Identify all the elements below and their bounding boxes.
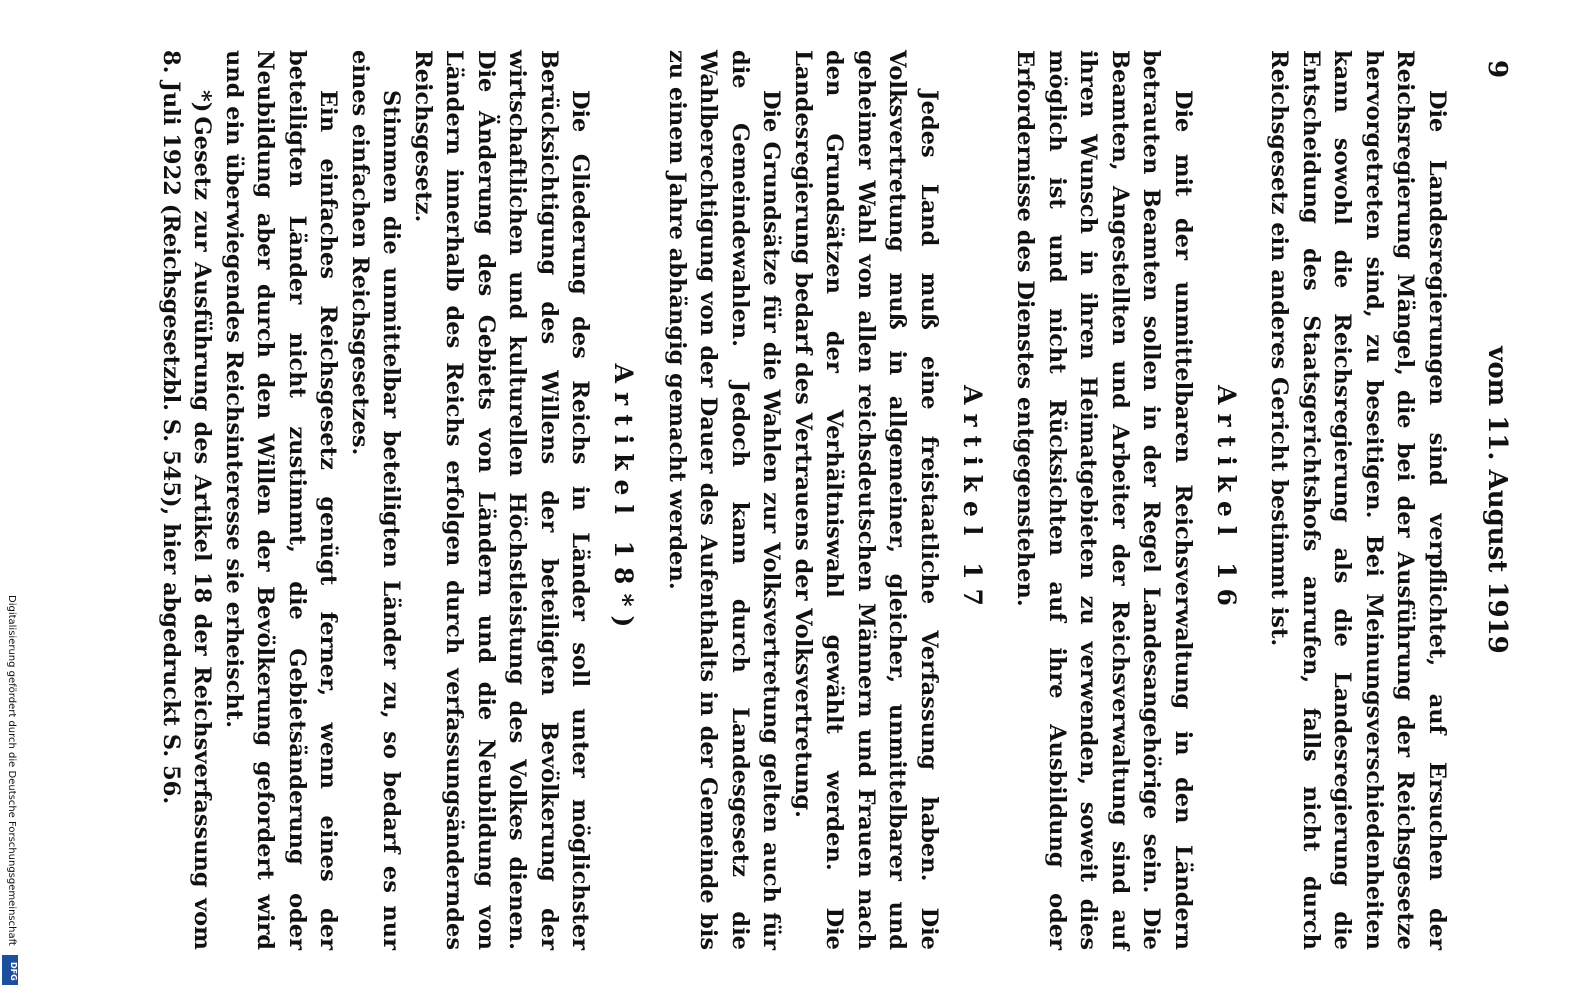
article-17-paragraph-1: Jedes Land muß eine freistaatliche Verfassung haben. Die Volksvertretung muß in allgemeiner, gleicher, unmittelbarer und geheimer Wahl von allen reichsdeutschen Männern und Frauen nach den Grundsätzen der Verhältniswahl gewählt werden. Die Landesregierung bedarf des Vertrauens der Volksvertretung. [790, 50, 942, 950]
article-18-paragraph-2: Stimmen die unmittelbar beteiligten Länder zu, so bedarf es nur eines einfachen Reichsgesetzes. [347, 50, 405, 950]
article-16-heading: Artikel 16 [1212, 385, 1241, 615]
article-18-paragraph-1: Die Gliederung des Reichs in Länder soll unter möglichster Berücksichtigung des Willens der beteiligten Bevölkerung der wirtschaftlichen und kulturellen Höchstleistung des Volkes dienen. Die Änderung des Gebiets von Ländern und die Neubildung von Ländern innerhalb des Reichs erfolgen durch verfassungsänderndes Reichsgesetz. [410, 50, 594, 950]
paragraph-art15-end: Die Landesregierungen sind verpflichtet, auf Ersuchen der Reichsregierung Mängel, die bei der Ausführung der Reichsgesetze hervorgetreten sind, zu beseitigen. Bei Meinungsverschiedenheiten kann sowohl die Reichsregierung als die Landesregierung die Entscheidung des Staatsgerichtshofs anrufen, falls nicht durch Reichsgesetz ein anderes Gericht bestimmt ist. [1266, 50, 1450, 950]
article-17-paragraph-2: Die Grundsätze für die Wahlen zur Volksvertretung gelten auch für die Gemeindewahlen. Jedoch kann durch Landesgesetz die Wahlberechtigung von der Dauer des Aufenthalts in der Gemeinde bis zu einem Jahre abhängig gemacht werden. [664, 50, 785, 950]
page-content [155, 50, 1513, 950]
page-number: 9 [1482, 60, 1512, 79]
article-18-heading: Artikel 18*) [609, 363, 639, 637]
digitization-credit-text: Digitalisierung gefördert durch die Deutsche Forschungsgemeinschaft [6, 595, 17, 946]
footnote-mark: *) [189, 90, 216, 113]
article-17-heading: Artikel 17 [958, 385, 987, 615]
article-18-paragraph-3: Ein einfaches Reichsgesetz genügt ferner, wenn eines der beteiligten Länder nicht zustimmt, die Gebietsänderung oder Neubildung aber durch den Willen der Bevölkerung gefordert wird und ein überwiegendes Reichsinteresse sie erheischt. [221, 50, 342, 950]
dfg-logo-icon: DFG [2, 955, 18, 985]
footnote-text: Gesetz zur Ausführung des Artikel 18 der Reichsverfassung vom 8. Juli 1922 (Reichsgesetzbl. S. 545), hier abgedruckt S. 56. [158, 50, 216, 950]
running-head: vom 11. August 1919 [1482, 346, 1512, 654]
footnote [155, 50, 218, 950]
page-header [1472, 50, 1512, 950]
digitization-margin-note [0, 0, 22, 1000]
header-spacer [1452, 50, 1472, 950]
article-16-paragraph: Die mit der unmittelbaren Reichsverwaltung in den Ländern betrauten Beamten sollen in der Regel Landesangehörige sein. Die Beamten, Angestellten und Arbeiter der Reichsverwaltung sind auf ihren Wunsch in ihren Heimatgebieten zu verwenden, soweit dies möglich ist und nicht Rücksichten auf ihre Ausbildung oder Erfordernisse des Dienstes entgegenstehen. [1012, 50, 1196, 950]
